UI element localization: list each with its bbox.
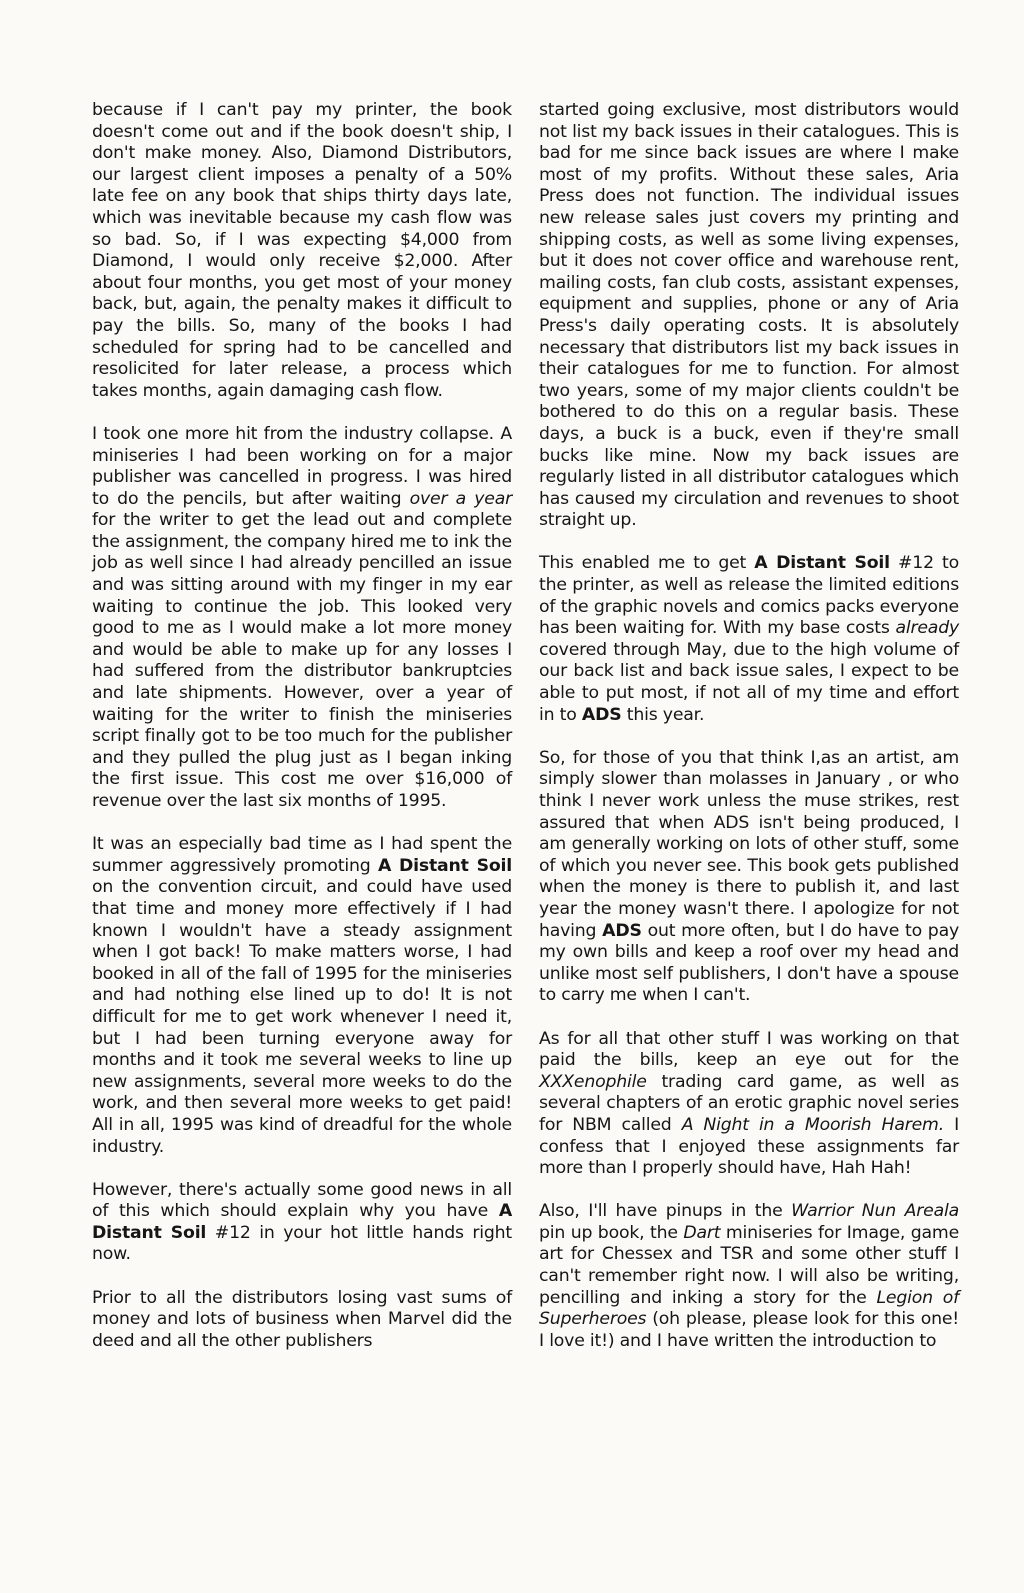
left-paragraph-5: Prior to all the distributors losing vast sums of money and lots of business when Marvel did the deed and all the other publishers <box>92 1287 512 1351</box>
book-title: A Distant Soil <box>92 1201 512 1243</box>
text-span: As for all that other stuff I was working on that paid the bills, keep an eye out for the <box>539 1028 959 1071</box>
text-span: #12 in your hot little hands right now. <box>92 1222 513 1265</box>
right-paragraph-5 <box>539 1201 959 1352</box>
title-italic: Warrior Nun Areala <box>791 1201 959 1222</box>
text-span: So, for those of you that think I,as an artist, am simply slower than molasses in January , or who think I never work unless the muse strikes, rest assured that when ADS isn't being produced, I am generally working on lots of other stuff, some of which you never see. This book gets published when the money is there to publish it, and last year the money wasn't there. I apologize for not having <box>539 747 959 941</box>
text-span: covered through May, due to the high volume of our back list and back issue sales, I expect to be able to put most, if not all of my time and effort in to <box>539 639 959 725</box>
text-span: for the writer to get the lead out and complete the assignment, the company hired me to ink the job as well since I had already pencilled an issue and was sitting around with my finger in my ear waiting to continue the job. This looked very good to me as I would make a lot more money and would be able to make up for any losses I had suffered from the distributor bankruptcies and late shipments. However, over a year of waiting for the writer to finish the miniseries script finally got to be too much for the publisher and they pulled the plug just as I began inking the first issue. This cost me over $16,000 of revenue over the last six months of 1995. <box>92 510 512 811</box>
text-span: (oh please, please look for this one! I love it!) and I have written the introduction to <box>539 1309 959 1351</box>
text-span: However, there's actually some good news in all of this which should explain why you have <box>92 1179 512 1222</box>
text-span: #12 to the printer, as well as release the limited editions of the graphic novels and comics packs everyone has been waiting for. With my base costs <box>539 553 959 639</box>
title-italic: Dart <box>683 1222 721 1243</box>
text-span: trading card game, as well as several chapters of an erotic graphic novel series for NBM called <box>539 1071 959 1135</box>
text-span: out more often, but I do have to pay my own bills and keep a roof over my head and unlike most self publishers, I don't have a spouse to carry me when I can't. <box>539 920 959 1006</box>
left-column <box>92 100 512 1352</box>
book-title-abbrev: ADS <box>602 920 642 941</box>
book-title: A Distant Soil <box>754 553 890 574</box>
text-span: Also, I'll have pinups in the <box>539 1201 792 1222</box>
right-paragraph-1: started going exclusive, most distributors would not list my back issues in their catalogues. This is bad for me since back issues are where I make most of my profits. Without these sales, Aria Press does not function. The individual issues new release sales just covers my printing and shipping costs, as well as some living expenses, but it does not cover office and warehouse rent, mailing costs, fan club costs, assistant expenses, equipment and supplies, phone or any of Aria Press's daily operating costs. It is absolutely necessary that distributors list my back issues in their catalogues for me to function. For almost two years, some of my major clients couldn't be bothered to do this on a regular basis. These days, a buck is a buck, even if they're small bucks like mine. Now my back issues are regularly listed in all distributor catalogues which has caused my circulation and revenues to shoot straight up. <box>539 100 959 531</box>
book-title-abbrev: ADS <box>581 704 622 725</box>
left-paragraph-1: because if I can't pay my printer, the book doesn't come out and if the book doesn't ship, I don't make money. Also, Diamond Distributors, our largest client imposes a penalty of a 50% late fee on any book that ships thirty days late, which was inevitable because my cash flow was so bad. So, if I was expecting $4,000 from Diamond, I would only receive $2,000. After about four months, you get most of your money back, but, again, the penalty makes it difficult to pay the bills. So, many of the books I had scheduled for spring had to be cancelled and resolicited for later release, a process which takes months, again damaging cash flow. <box>92 100 512 401</box>
right-column <box>539 100 959 1352</box>
right-paragraph-4 <box>539 1029 959 1180</box>
left-paragraph-2 <box>92 424 512 813</box>
emphasis-text: already <box>895 618 959 639</box>
text-span: pin up book, the <box>539 1222 684 1243</box>
title-italic: A Night in a Moorish Harem. <box>681 1114 944 1135</box>
text-span: This enabled me to get <box>539 553 755 574</box>
text-span: on the convention circuit, and could have used that time and money more effectively if I had known I wouldn't have a steady assignment when I got back! To make matters worse, I had booked in all of the fall of 1995 for the miniseries and had nothing else lined up to do! It is not difficult for me to get work whenever I need it, but I had been turning everyone away for months and it took me several weeks to line up new assignments, several more weeks to do the work, and then several more weeks to get paid! All in all, 1995 was kind of dreadful for the whole industry. <box>92 877 512 1157</box>
left-paragraph-4 <box>92 1180 512 1266</box>
right-paragraph-2 <box>539 553 959 726</box>
text-span: this year. <box>621 704 705 725</box>
text-span: I took one more hit from the industry collapse. A miniseries I had been working on for a major publisher was cancelled in progress. I was hired to do the pencils, but after waiting <box>92 423 512 509</box>
emphasis-text: over a year <box>409 488 512 509</box>
book-title: A Distant Soil <box>377 855 512 876</box>
left-paragraph-3 <box>92 834 512 1158</box>
text-span: miniseries for Image, game art for Chessex and TSR and some other stuff I can't remember right now. I will also be writing, pencilling and inking a story for the <box>539 1222 960 1308</box>
text-span: It was an especially bad time as I had spent the summer aggressively promoting <box>92 834 512 876</box>
title-italic: Legion of Superheroes <box>539 1287 959 1330</box>
title-italic: XXXenophile <box>539 1071 647 1092</box>
text-span: I confess that I enjoyed these assignments far more than I properly should have, Hah Hah! <box>539 1114 959 1179</box>
right-paragraph-3 <box>539 748 959 1007</box>
